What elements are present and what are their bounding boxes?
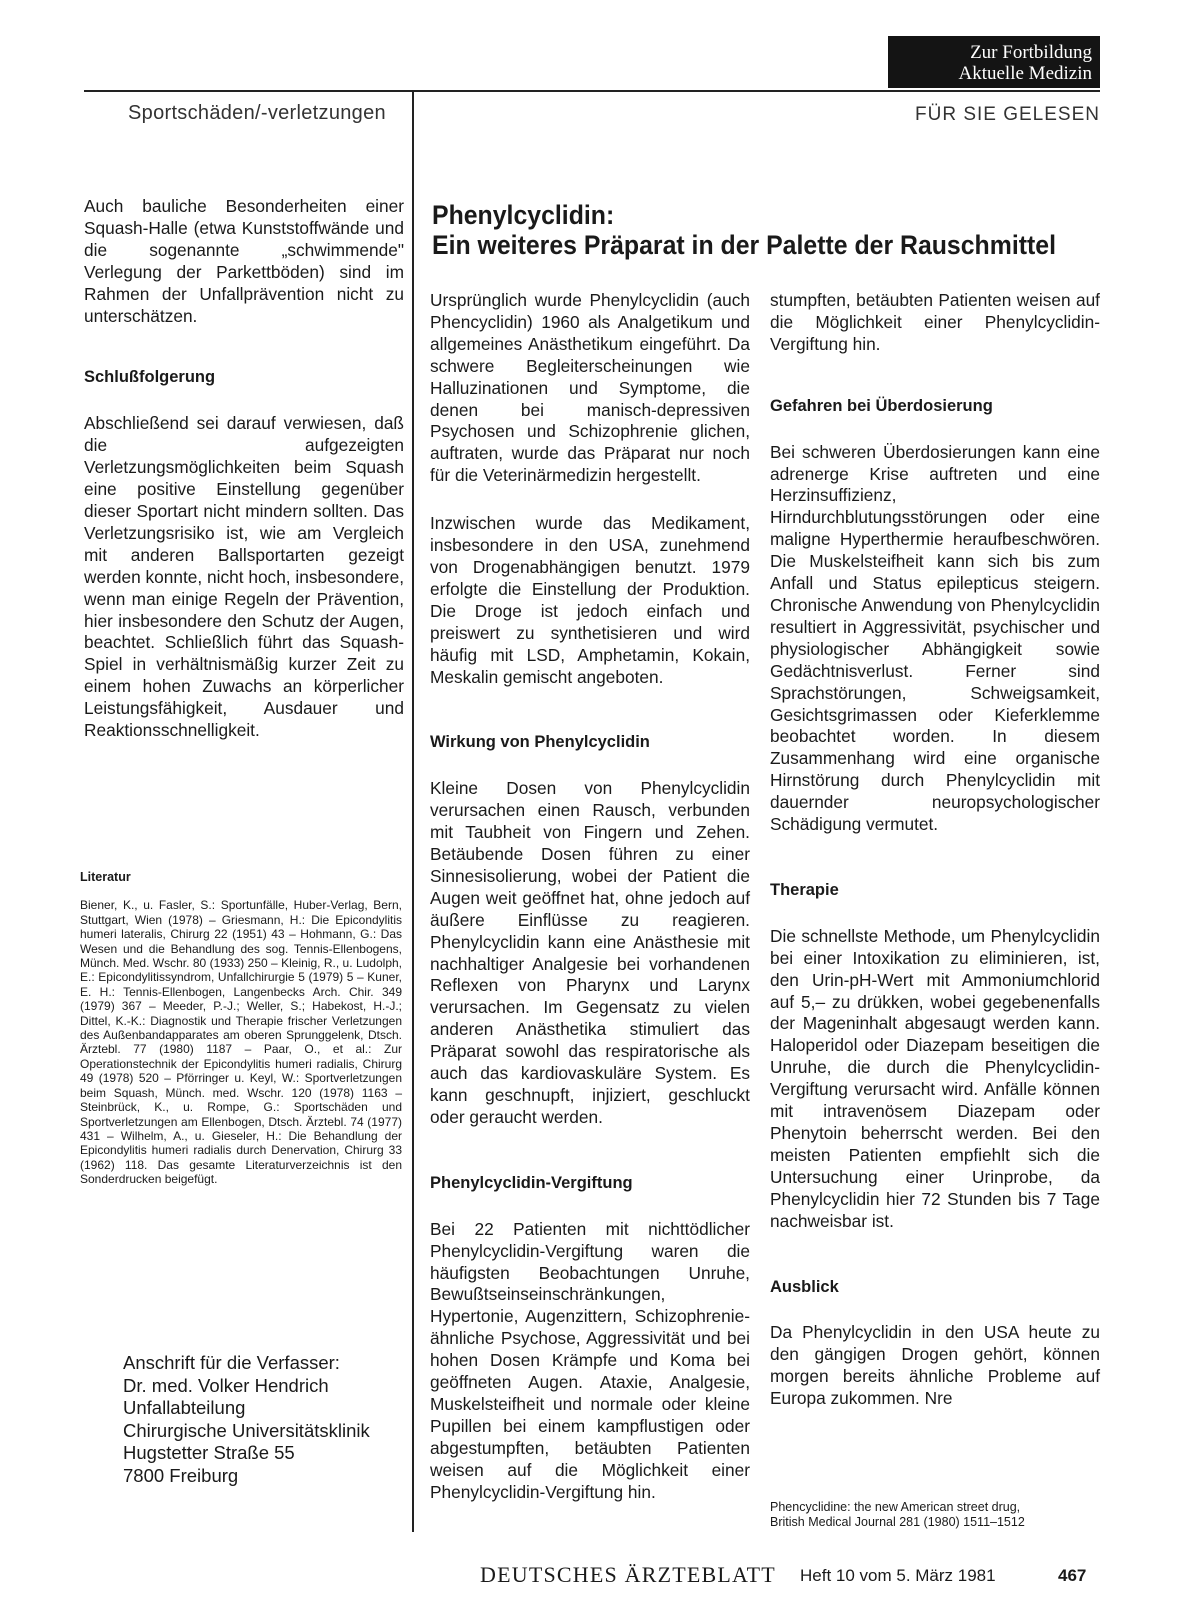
- paragraph-wirkung: Kleine Dosen von Phenylcyclidin verursachen einen Rausch, verbunden mit Taubheit von Fingern und Zehen. Betäubende Dosen führen zu einer Sinnesisolierung, wobei der Patient die Augen weit geöffnet hat, ohne jedoch auf äußere Einflüsse zu reagieren. Phenylcyclidin kann eine Anästhesie mit nachhaltiger Analgesie bei vorhandenen Reflexen von Pharynx und Larynx verursachen. Im Gegensatz zu vielen anderen Anästhetika stimuliert das Präparat sowohl das respiratorische als auch das kardiovaskuläre System. Es kann geschnupft, injiziert, geschluckt oder geraucht werden.: [430, 778, 750, 1127]
- article-reference: [770, 1500, 1100, 1530]
- article-column-1: [430, 290, 750, 1502]
- paragraph-therapie: Die schnellste Methode, um Phenylcyclidin bei einer Intoxikation zu eliminieren, ist, den Urin-pH-Wert mit Ammoniumchlorid auf 5,– zu drükken, wobei gegebenenfalls der Mageninhalt abgesaugt werden kann. Haloperidol oder Diazepam beseitigen die Unruhe, die durch die Phenylcyclidin-Vergiftung verursacht wird. Anfälle können mit intravenösem Diazepam oder Phenytoin beherrscht werden. Bei den meisten Patienten empfiehlt sich die Untersuchung einer Urinprobe, da Phenylcyclidin hier 72 Stunden bis 7 Tage nachweisbar ist.: [770, 925, 1100, 1231]
- section-title-left: Sportschäden/-verletzungen: [128, 102, 386, 124]
- author-address: [123, 1352, 403, 1487]
- badge-line-2: Aktuelle Medizin: [958, 63, 1092, 84]
- journal-name: DEUTSCHES ÄRZTEBLATT: [480, 1562, 776, 1587]
- column-divider: [412, 92, 414, 1532]
- paragraph-vergiftung: Bei 22 Patienten mit nichttödlicher Phenylcyclidin-Vergiftung waren die häufigsten Beobachtungen Unruhe, Bewußtseinseinschränkungen, Hypertonie, Augenzittern, Schizophrenie-ähnliche Psychose, Aggressivität und bei hohen Dosen Krämpfe und Koma bei geöffneten Augen. Ataxie, Analgesie, Muskelsteifheit und normale oder kleine Pupillen bei einem kampflustigen oder abgestumpften, betäubten Patienten weisen auf die Möglichkeit einer Phenylcyclidin-Vergiftung hin.: [430, 1218, 750, 1502]
- literature-heading: Literatur: [80, 870, 131, 884]
- section-badge: [888, 36, 1100, 88]
- heading-wirkung: Wirkung von Phenylcyclidin: [430, 733, 650, 752]
- page-number: 467: [1058, 1566, 1087, 1585]
- paragraph-ausblick: Da Phenylcyclidin in den USA heute zu den gängigen Drogen gehört, können morgen bereits ähnliche Probleme auf Europa zukommen. Nre: [770, 1322, 1100, 1409]
- address-line: Dr. med. Volker Hendrich: [123, 1374, 329, 1396]
- article-column-2: [770, 290, 1100, 1436]
- address-line: Chirurgische Universitätsklinik: [123, 1419, 370, 1441]
- paragraph-gefahren: Bei schweren Überdosierungen kann eine adrenerge Krise auftreten und eine Herzinsuffizienz, Hirndurchblutungsstörungen oder eine maligne Hyperthermie heraufbeschwören. Die Muskelsteifheit kann sich bis zum Anfall und Status epilepticus steigern. Chronische Anwendung von Phenylcyclidin resultiert in Aggressivität, psychischer und physiologischer Abhängigkeit sowie Gedächtnisverlust. Ferner sind Sprachstörungen, Schweigsamkeit, Gesichtsgrimassen oder Kieferklemme beobachtet worden. In diesem Zusammenhang wird eine organische Hirnstörung durch Phenylcyclidin mit dauernder neuropsychologischer Schädigung vermutet.: [770, 441, 1100, 835]
- conclusion-paragraph: Abschließend sei darauf verwiesen, daß die aufgezeigten Verletzungsmöglichkeiten beim Squash eine positive Einstellung gegenüber dieser Sportart nicht mindern sollten. Das Verletzungsrisiko ist, wie am Vergleich mit anderen Ballsportarten gezeigt werden konnte, nicht hoch, insbesondere, wenn man einige Regeln der Prävention, hier insbesondere den Schutz der Augen, beachtet. Schließlich führt das Squash-Spiel in verhältnismäßig kurzer Zeit zu einem hohen Zuwachs an körperlicher Leistungsfähigkeit, Ausdauer und Reaktionsschnelligkeit.: [84, 413, 404, 741]
- address-line: Anschrift für die Verfasser:: [123, 1352, 340, 1373]
- article-title-line-1: Phenylcyclidin:: [432, 200, 615, 230]
- heading-ausblick: Ausblick: [770, 1277, 839, 1296]
- header-rule: [84, 90, 1100, 92]
- intro-paragraph: Auch bauliche Besonderheiten einer Squash-Halle (etwa Kunststoffwände und die sogenannte „schwimmende" Verlegung der Parkettböden) sind im Rahmen der Unfallprävention nicht zu unterschätzen.: [84, 196, 404, 326]
- heading-gefahren: Gefahren bei Überdosierung: [770, 396, 993, 415]
- reference-line-2: British Medical Journal 281 (1980) 1511–1512: [770, 1515, 1025, 1529]
- heading-vergiftung: Phenylcyclidin-Vergiftung: [430, 1173, 633, 1192]
- badge-line-1: Zur Fortbildung: [970, 42, 1092, 63]
- article-title-line-2: Ein weiteres Präparat in der Palette der Rauschmittel: [432, 230, 1056, 260]
- section-title-right: FÜR SIE GELESEN: [915, 104, 1100, 125]
- left-column: [84, 196, 404, 768]
- article-paragraph-1: Ursprünglich wurde Phenylcyclidin (auch Phencyclidin) 1960 als Analgetikum und allgemeines Anästhetikum eingeführt. Da schwere Begleiterscheinungen wie Halluzinationen und Symptome, die denen bei manisch-depressiven Psychosen und Schizophrenie glichen, auftraten, wurde das Präparat nur noch für die Veterinärmedizin hergestellt.: [430, 290, 750, 486]
- heading-therapie: Therapie: [770, 880, 839, 899]
- article-paragraph-2: Inzwischen wurde das Medikament, insbesondere in den USA, zunehmend von Drogenabhängigen benutzt. 1979 erfolgte die Einstellung der Produktion. Die Droge ist jedoch einfach und preiswert zu synthetisieren und wird häufig mit LSD, Amphetamin, Kokain, Meskalin gemischt angeboten.: [430, 513, 750, 687]
- article-title: [432, 200, 1058, 260]
- issue-info: Heft 10 vom 5. März 1981: [800, 1566, 996, 1585]
- address-line: Hugstetter Straße 55: [123, 1442, 295, 1463]
- address-line: Unfallabteilung: [123, 1397, 246, 1418]
- literature-block: [80, 870, 402, 1187]
- paragraph-vergiftung-cont: stumpften, betäubten Patienten weisen auf die Möglichkeit einer Phenylcyclidin-Vergiftung hin.: [770, 290, 1100, 354]
- literature-text: Biener, K., u. Fasler, S.: Sportunfälle, Huber-Verlag, Bern, Stuttgart, Wien (1978) – Griesmann, H.: Die Epicondylitis humeri lateralis, Chirurg 22 (1951) 43 – Hohmann, G.: Das Wesen und die Behandlung des sog. Tennis-Ellenbogens, Münch. Med. Wschr. 80 (1933) 250 – Kleinig, R., u. Ludolph, E.: Epicondylitissyndrom, Unfallchirurgie 5 (1979) 5 – Kuner, E. H.: Tennis-Ellenbogen, Langenbecks Arch. Chir. 349 (1979) 367 – Meeder, P.-J.; Weller, S.; Habekost, H.-J.; Dittel, K.-K.: Diagnostik und Therapie frischer Verletzungen des Außenbandapparates am oberen Sprunggelenk, Dtsch. Ärztebl. 77 (1980) 1187 – Paar, O., et al.: Zur Operationstechnik der Epicondylitis humeri radialis, Chirurg 49 (1978) 520 – Pförringer u. Keyl, W.: Sportverletzungen beim Squash, Münch. med. Wschr. 120 (1978) 1163 – Steinbrück, K., u. Rompe, G.: Sportschäden und Sportverletzungen am Ellenbogen, Dtsch. Ärztebl. 74 (1977) 431 – Wilhelm, A., u. Gieseler, H.: Die Behandlung der Epicondylitis humeri radialis durch Denervation, Chirurg 33 (1962) 118. Das gesamte Literaturverzeichnis ist den Sonderdrucken beigefügt.: [80, 898, 402, 1187]
- reference-line-1: Phencyclidine: the new American street drug,: [770, 1500, 1021, 1514]
- conclusion-heading: Schlußfolgerung: [84, 368, 216, 387]
- address-line: 7800 Freiburg: [123, 1464, 239, 1486]
